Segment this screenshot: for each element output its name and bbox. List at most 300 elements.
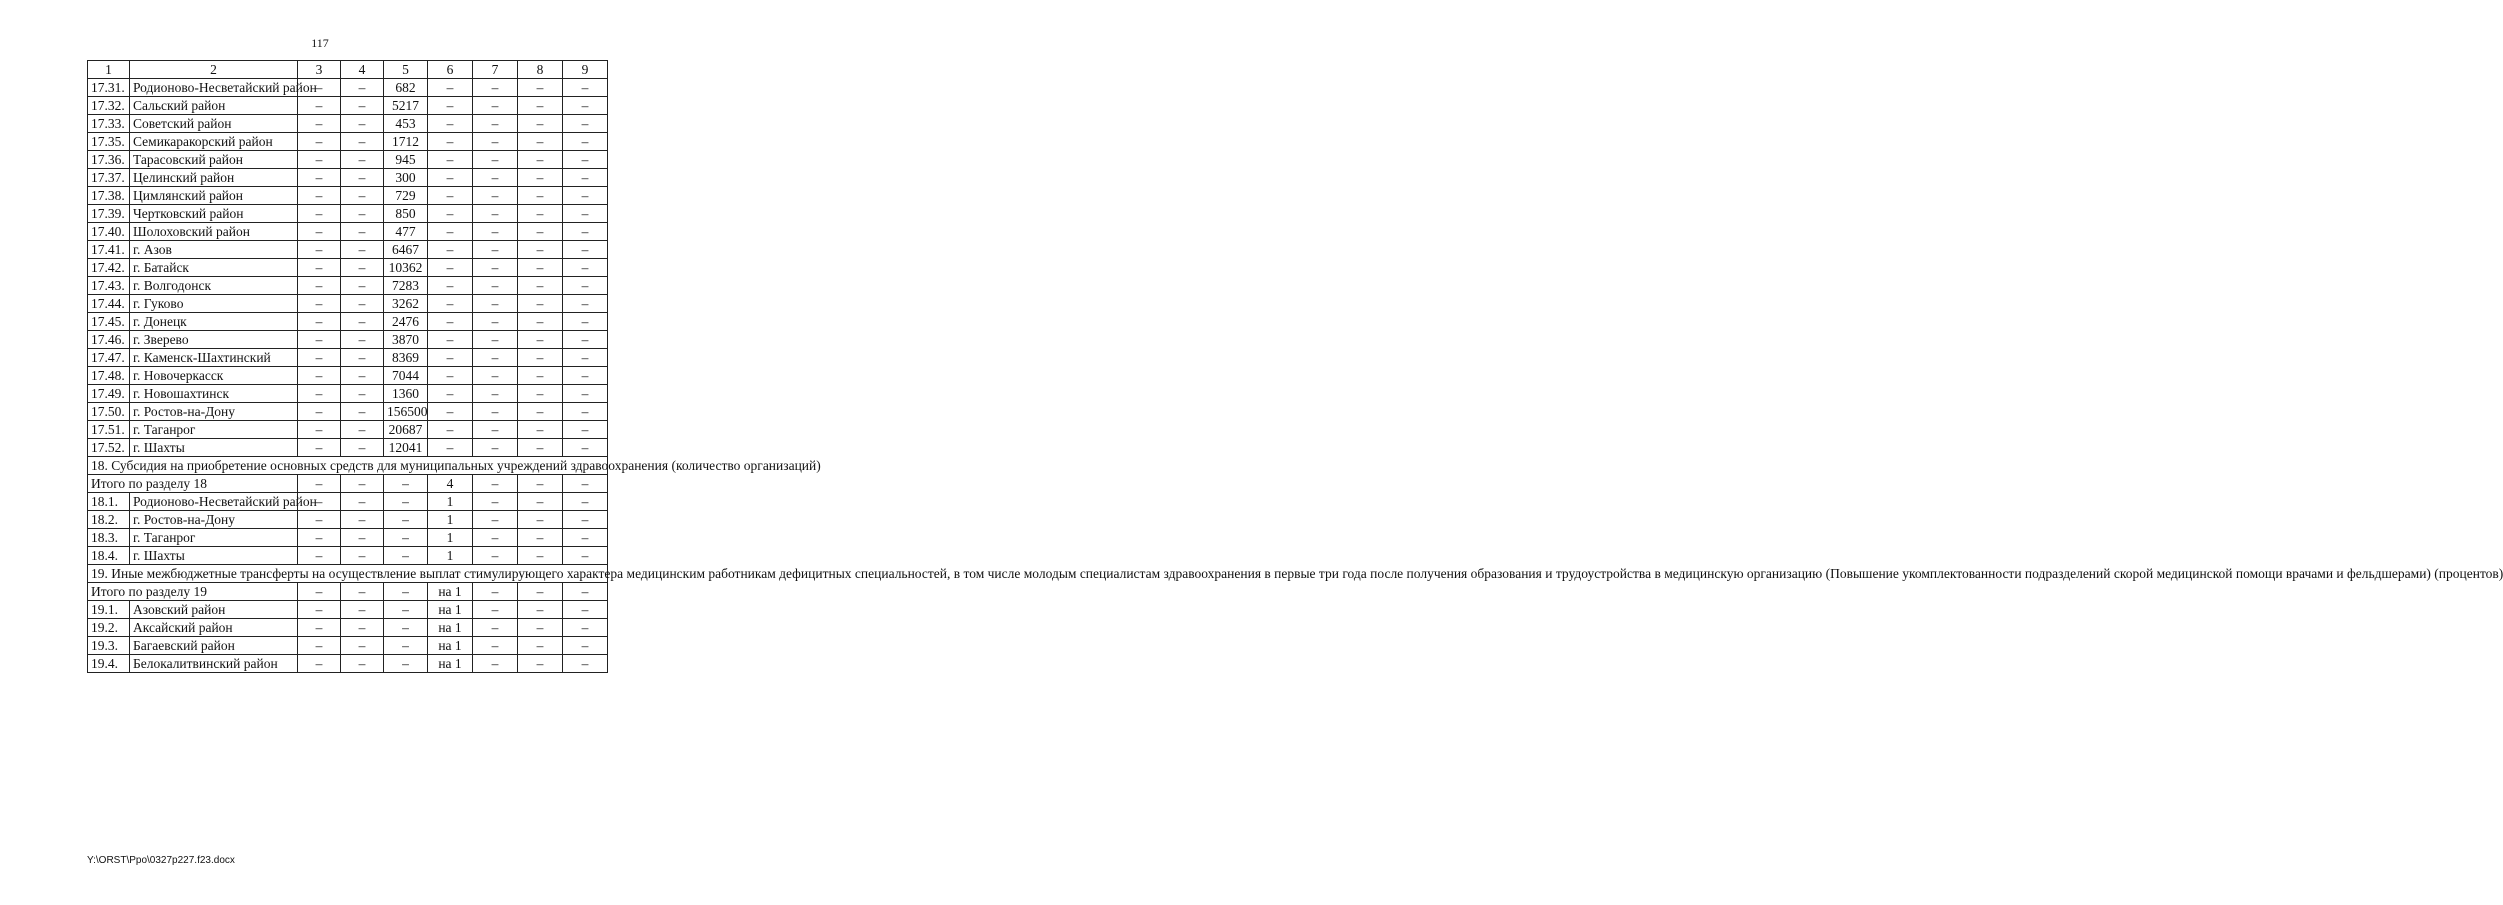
row-name: Аксайский район <box>130 619 298 637</box>
value-cell: 6467 <box>384 241 428 259</box>
total-value: – <box>298 475 341 493</box>
value-cell: – <box>428 259 473 277</box>
row-name: г. Донецк <box>130 313 298 331</box>
table-row <box>88 97 608 115</box>
value-cell: – <box>563 421 608 439</box>
column-header: 7 <box>473 61 518 79</box>
row-number: 17.38. <box>88 187 130 205</box>
value-cell: – <box>473 241 518 259</box>
table-row <box>88 529 608 547</box>
value-cell: – <box>518 295 563 313</box>
value-cell: – <box>518 187 563 205</box>
value-cell: – <box>298 151 341 169</box>
value-cell: – <box>473 295 518 313</box>
table-row <box>88 403 608 421</box>
value-cell: 3870 <box>384 331 428 349</box>
value-cell: – <box>518 547 563 565</box>
value-cell: – <box>298 241 341 259</box>
total-value: – <box>518 475 563 493</box>
table-row <box>88 115 608 133</box>
row-name: г. Ростов-на-Дону <box>130 511 298 529</box>
value-cell: – <box>563 97 608 115</box>
page-number: 117 <box>311 36 329 50</box>
value-cell: – <box>563 619 608 637</box>
value-cell: – <box>473 331 518 349</box>
value-cell: – <box>473 367 518 385</box>
value-cell: – <box>298 331 341 349</box>
value-cell: – <box>341 259 384 277</box>
value-cell: – <box>298 529 341 547</box>
value-cell: – <box>473 277 518 295</box>
row-number: 17.36. <box>88 151 130 169</box>
file-path-footer: Y:\ORST\Ppo\0327p227.f23.docx <box>87 855 235 866</box>
row-name: г. Азов <box>130 241 298 259</box>
row-name: г. Батайск <box>130 259 298 277</box>
column-header: 5 <box>384 61 428 79</box>
value-cell: – <box>428 205 473 223</box>
value-cell: 1712 <box>384 133 428 151</box>
value-cell: 156500 <box>384 403 428 421</box>
value-cell: – <box>518 421 563 439</box>
value-cell: – <box>428 385 473 403</box>
row-name: Родионово-Несветайский район <box>130 79 298 97</box>
value-cell: – <box>298 511 341 529</box>
value-cell: – <box>518 529 563 547</box>
row-number: 17.41. <box>88 241 130 259</box>
table-row <box>88 187 608 205</box>
column-header: 2 <box>130 61 298 79</box>
value-cell: 7044 <box>384 367 428 385</box>
value-cell: на 1 <box>428 655 473 673</box>
table-row <box>88 331 608 349</box>
value-cell: 20687 <box>384 421 428 439</box>
value-cell: – <box>341 295 384 313</box>
value-cell: – <box>341 169 384 187</box>
row-number: 17.49. <box>88 385 130 403</box>
table-row <box>88 637 608 655</box>
row-name: г. Таганрог <box>130 421 298 439</box>
value-cell: 10362 <box>384 259 428 277</box>
value-cell: – <box>473 619 518 637</box>
value-cell: – <box>518 403 563 421</box>
value-cell: – <box>473 151 518 169</box>
value-cell: – <box>518 313 563 331</box>
value-cell: – <box>341 655 384 673</box>
value-cell: – <box>518 493 563 511</box>
value-cell: – <box>298 295 341 313</box>
value-cell: – <box>473 511 518 529</box>
value-cell: – <box>298 421 341 439</box>
value-cell: – <box>518 601 563 619</box>
total-value: – <box>384 475 428 493</box>
value-cell: – <box>473 187 518 205</box>
table-row <box>88 79 608 97</box>
value-cell: – <box>563 439 608 457</box>
value-cell: – <box>341 151 384 169</box>
value-cell: на 1 <box>428 601 473 619</box>
value-cell: – <box>563 367 608 385</box>
value-cell: – <box>384 655 428 673</box>
value-cell: – <box>428 115 473 133</box>
value-cell: – <box>428 313 473 331</box>
value-cell: – <box>341 277 384 295</box>
table-row <box>88 241 608 259</box>
value-cell: – <box>473 655 518 673</box>
total-value: на 1 <box>428 583 473 601</box>
value-cell: – <box>563 115 608 133</box>
row-name: Багаевский район <box>130 637 298 655</box>
value-cell: – <box>428 241 473 259</box>
value-cell: – <box>563 241 608 259</box>
row-number: 19.1. <box>88 601 130 619</box>
row-name: г. Шахты <box>130 547 298 565</box>
value-cell: 7283 <box>384 277 428 295</box>
value-cell: – <box>563 205 608 223</box>
row-name: г. Гуково <box>130 295 298 313</box>
value-cell: 1 <box>428 493 473 511</box>
row-name: г. Таганрог <box>130 529 298 547</box>
value-cell: – <box>473 601 518 619</box>
value-cell: – <box>428 277 473 295</box>
value-cell: 945 <box>384 151 428 169</box>
row-number: 19.2. <box>88 619 130 637</box>
value-cell: – <box>341 619 384 637</box>
value-cell: – <box>518 655 563 673</box>
row-number: 19.4. <box>88 655 130 673</box>
total-value: – <box>341 475 384 493</box>
value-cell: – <box>518 367 563 385</box>
row-number: 18.1. <box>88 493 130 511</box>
value-cell: – <box>298 385 341 403</box>
table-row <box>88 313 608 331</box>
column-header: 8 <box>518 61 563 79</box>
table-row <box>88 655 608 673</box>
table-row <box>88 367 608 385</box>
value-cell: – <box>384 619 428 637</box>
row-number: 17.51. <box>88 421 130 439</box>
total-value: – <box>473 475 518 493</box>
row-name: Семикаракорский район <box>130 133 298 151</box>
value-cell: – <box>473 205 518 223</box>
value-cell: – <box>428 349 473 367</box>
row-number: 17.33. <box>88 115 130 133</box>
section-title: 18. Субсидия на приобретение основных средств для муниципальных учреждений здравоохранения (количество организаций) <box>88 457 608 475</box>
value-cell: – <box>341 439 384 457</box>
value-cell: 300 <box>384 169 428 187</box>
value-cell: – <box>341 223 384 241</box>
value-cell: – <box>518 241 563 259</box>
table-row <box>88 439 608 457</box>
value-cell: – <box>563 349 608 367</box>
value-cell: – <box>563 331 608 349</box>
value-cell: – <box>563 511 608 529</box>
value-cell: – <box>563 187 608 205</box>
value-cell: – <box>563 133 608 151</box>
value-cell: – <box>518 511 563 529</box>
row-number: 17.52. <box>88 439 130 457</box>
row-name: г. Волгодонск <box>130 277 298 295</box>
column-header: 1 <box>88 61 130 79</box>
value-cell: 12041 <box>384 439 428 457</box>
value-cell: – <box>518 619 563 637</box>
section-title: 19. Иные межбюджетные трансферты на осуществление выплат стимулирующего характера медицинским работникам дефицитных специальностей, в том числе молодым специалистам здравоохранения в первые три года после получения образования и трудоустройства в медицинскую организацию (Повышение укомплектованности подразделений скорой медицинской помощи врачами и фельдшерами) (процентов) <box>88 565 608 583</box>
value-cell: – <box>298 619 341 637</box>
value-cell: – <box>473 79 518 97</box>
value-cell: – <box>473 115 518 133</box>
value-cell: 453 <box>384 115 428 133</box>
value-cell: – <box>563 601 608 619</box>
value-cell: – <box>563 547 608 565</box>
value-cell: – <box>563 277 608 295</box>
value-cell: 5217 <box>384 97 428 115</box>
value-cell: – <box>563 655 608 673</box>
value-cell: – <box>428 151 473 169</box>
table-row <box>88 349 608 367</box>
value-cell: – <box>298 97 341 115</box>
value-cell: – <box>298 637 341 655</box>
value-cell: – <box>298 115 341 133</box>
total-value: – <box>473 583 518 601</box>
total-value: – <box>298 583 341 601</box>
row-number: 17.43. <box>88 277 130 295</box>
total-value: – <box>563 583 608 601</box>
value-cell: – <box>473 259 518 277</box>
value-cell: – <box>341 367 384 385</box>
row-number: 18.3. <box>88 529 130 547</box>
value-cell: – <box>298 205 341 223</box>
value-cell: – <box>518 97 563 115</box>
value-cell: 729 <box>384 187 428 205</box>
value-cell: – <box>298 349 341 367</box>
row-name: г. Шахты <box>130 439 298 457</box>
row-number: 17.48. <box>88 367 130 385</box>
row-name: Советский район <box>130 115 298 133</box>
value-cell: – <box>341 493 384 511</box>
value-cell: – <box>518 223 563 241</box>
value-cell: – <box>298 655 341 673</box>
column-header: 9 <box>563 61 608 79</box>
value-cell: – <box>518 205 563 223</box>
table-row <box>88 169 608 187</box>
column-header: 6 <box>428 61 473 79</box>
section-title-row <box>88 457 608 475</box>
value-cell: – <box>563 529 608 547</box>
total-label: Итого по разделу 19 <box>88 583 298 601</box>
value-cell: – <box>473 169 518 187</box>
row-number: 17.47. <box>88 349 130 367</box>
value-cell: – <box>341 115 384 133</box>
value-cell: – <box>518 439 563 457</box>
total-value: 4 <box>428 475 473 493</box>
value-cell: – <box>518 79 563 97</box>
row-name: Целинский район <box>130 169 298 187</box>
column-header: 3 <box>298 61 341 79</box>
row-number: 17.35. <box>88 133 130 151</box>
total-label: Итого по разделу 18 <box>88 475 298 493</box>
row-number: 17.40. <box>88 223 130 241</box>
value-cell: – <box>341 403 384 421</box>
value-cell: – <box>563 313 608 331</box>
row-number: 18.4. <box>88 547 130 565</box>
value-cell: – <box>473 529 518 547</box>
row-name: г. Каменск-Шахтинский <box>130 349 298 367</box>
value-cell: – <box>473 385 518 403</box>
value-cell: 1 <box>428 529 473 547</box>
value-cell: – <box>518 277 563 295</box>
value-cell: на 1 <box>428 619 473 637</box>
value-cell: – <box>384 637 428 655</box>
table-row <box>88 223 608 241</box>
column-header: 4 <box>341 61 384 79</box>
row-number: 17.50. <box>88 403 130 421</box>
value-cell: – <box>341 511 384 529</box>
row-name: Цимлянский район <box>130 187 298 205</box>
value-cell: – <box>428 169 473 187</box>
value-cell: на 1 <box>428 637 473 655</box>
row-number: 17.39. <box>88 205 130 223</box>
value-cell: – <box>298 133 341 151</box>
value-cell: – <box>341 241 384 259</box>
value-cell: – <box>341 547 384 565</box>
row-name: Тарасовский район <box>130 151 298 169</box>
value-cell: – <box>341 133 384 151</box>
value-cell: – <box>428 403 473 421</box>
row-name: г. Новошахтинск <box>130 385 298 403</box>
data-table <box>87 60 2503 673</box>
value-cell: – <box>518 169 563 187</box>
value-cell: – <box>384 529 428 547</box>
value-cell: – <box>428 97 473 115</box>
value-cell: 1360 <box>384 385 428 403</box>
section-total-row <box>88 475 608 493</box>
total-value: – <box>384 583 428 601</box>
row-number: 17.31. <box>88 79 130 97</box>
header-row <box>88 61 608 79</box>
value-cell: – <box>298 313 341 331</box>
value-cell: 477 <box>384 223 428 241</box>
row-name: г. Ростов-на-Дону <box>130 403 298 421</box>
value-cell: – <box>473 133 518 151</box>
table-row <box>88 619 608 637</box>
value-cell: – <box>563 295 608 313</box>
value-cell: – <box>384 547 428 565</box>
value-cell: – <box>341 349 384 367</box>
value-cell: – <box>518 151 563 169</box>
value-cell: – <box>563 493 608 511</box>
value-cell: – <box>298 223 341 241</box>
value-cell: – <box>428 295 473 313</box>
value-cell: – <box>341 385 384 403</box>
table-row <box>88 421 608 439</box>
row-name: Сальский район <box>130 97 298 115</box>
row-number: 17.46. <box>88 331 130 349</box>
value-cell: – <box>384 601 428 619</box>
value-cell: – <box>428 421 473 439</box>
value-cell: – <box>341 421 384 439</box>
row-name: Шолоховский район <box>130 223 298 241</box>
value-cell: – <box>518 349 563 367</box>
value-cell: 682 <box>384 79 428 97</box>
value-cell: – <box>298 439 341 457</box>
row-name: Азовский район <box>130 601 298 619</box>
value-cell: – <box>298 493 341 511</box>
value-cell: – <box>518 133 563 151</box>
table-row <box>88 601 608 619</box>
table-row <box>88 277 608 295</box>
value-cell: – <box>341 601 384 619</box>
value-cell: – <box>428 331 473 349</box>
row-name: г. Зверево <box>130 331 298 349</box>
row-number: 17.44. <box>88 295 130 313</box>
value-cell: – <box>341 205 384 223</box>
value-cell: – <box>473 547 518 565</box>
value-cell: – <box>341 79 384 97</box>
row-name: г. Новочеркасск <box>130 367 298 385</box>
value-cell: – <box>341 97 384 115</box>
value-cell: – <box>341 313 384 331</box>
value-cell: – <box>473 439 518 457</box>
value-cell: – <box>428 439 473 457</box>
value-cell: 3262 <box>384 295 428 313</box>
value-cell: – <box>428 367 473 385</box>
value-cell: 1 <box>428 511 473 529</box>
value-cell: – <box>428 133 473 151</box>
table-row <box>88 133 608 151</box>
value-cell: – <box>341 529 384 547</box>
table-row <box>88 295 608 313</box>
value-cell: – <box>473 403 518 421</box>
value-cell: – <box>341 331 384 349</box>
row-name: Белокалитвинский район <box>130 655 298 673</box>
table-row <box>88 511 608 529</box>
table-row <box>88 151 608 169</box>
table-row <box>88 493 608 511</box>
value-cell: – <box>298 259 341 277</box>
value-cell: – <box>473 637 518 655</box>
value-cell: – <box>518 115 563 133</box>
value-cell: – <box>518 637 563 655</box>
value-cell: – <box>341 187 384 205</box>
row-number: 17.32. <box>88 97 130 115</box>
total-value: – <box>341 583 384 601</box>
value-cell: 850 <box>384 205 428 223</box>
row-number: 19.3. <box>88 637 130 655</box>
value-cell: – <box>473 223 518 241</box>
table-row <box>88 205 608 223</box>
table-row <box>88 259 608 277</box>
value-cell: – <box>563 385 608 403</box>
table-row <box>88 385 608 403</box>
value-cell: – <box>384 511 428 529</box>
value-cell: – <box>298 277 341 295</box>
value-cell: – <box>298 169 341 187</box>
value-cell: – <box>563 259 608 277</box>
value-cell: – <box>298 601 341 619</box>
section-total-row <box>88 583 608 601</box>
row-number: 17.37. <box>88 169 130 187</box>
row-number: 17.42. <box>88 259 130 277</box>
section-title-row <box>88 565 608 583</box>
value-cell: – <box>473 97 518 115</box>
row-number: 18.2. <box>88 511 130 529</box>
value-cell: 1 <box>428 547 473 565</box>
value-cell: – <box>428 223 473 241</box>
row-name: Родионово-Несветайский район <box>130 493 298 511</box>
row-number: 17.45. <box>88 313 130 331</box>
value-cell: – <box>473 421 518 439</box>
row-name: Чертковский район <box>130 205 298 223</box>
value-cell: – <box>473 349 518 367</box>
